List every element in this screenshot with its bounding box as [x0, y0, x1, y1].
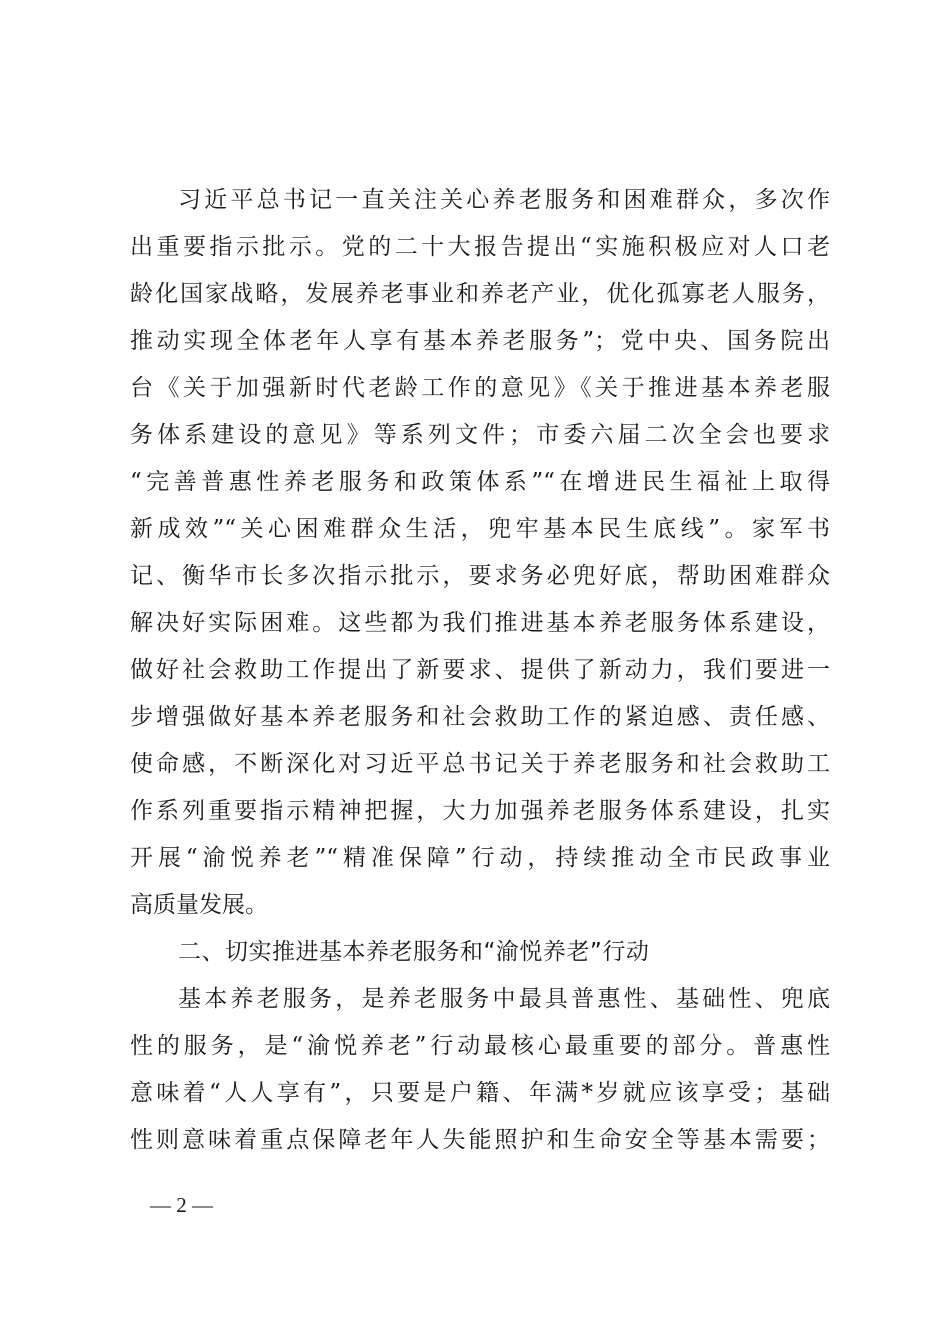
section-heading: 二、切实推进基本养老服务和“渝悦养老”行动	[178, 939, 650, 965]
text-line: 高质量发展。	[130, 892, 268, 918]
text-line: 务体系建设的意见》等系列文件；市委六届二次全会也要求	[130, 422, 830, 448]
text-line: 意味着“人人享有”，只要是户籍、年满*岁就应该享受；基础	[130, 1080, 830, 1106]
text-line: 解决好实际困难。这些都为我们推进基本养老服务体系建设，	[130, 610, 830, 636]
text-line: 步增强做好基本养老服务和社会救助工作的紧迫感、责任感、	[130, 704, 830, 730]
page-number: — 2 —	[150, 1193, 213, 1217]
text-line: 台《关于加强新时代老龄工作的意见》《关于推进基本养老服	[130, 375, 830, 401]
text-line: 使命感，不断深化对习近平总书记关于养老服务和社会救助工	[130, 751, 830, 777]
text-line: 基本养老服务，是养老服务中最具普惠性、基础性、兜底	[178, 986, 830, 1012]
text-line: 作系列重要指示精神把握，大力加强养老服务体系建设，扎实	[130, 798, 830, 824]
text-line: 做好社会救助工作提出了新要求、提供了新动力，我们要进一	[130, 657, 830, 683]
text-line: 出重要指示批示。党的二十大报告提出“实施积极应对人口老	[130, 234, 830, 260]
text-line: 记、衡华市长多次指示批示，要求务必兜好底，帮助困难群众	[130, 563, 830, 589]
text-line: 开展“渝悦养老”“精准保障”行动，持续推动全市民政事业	[130, 845, 830, 871]
text-line: 性则意味着重点保障老年人失能照护和生命安全等基本需要；	[130, 1127, 830, 1153]
text-line: 新成效”“关心困难群众生活，兜牢基本民生底线”。家军书	[130, 516, 830, 542]
text-line: 性的服务，是“渝悦养老”行动最核心最重要的部分。普惠性	[130, 1033, 830, 1059]
text-line: 龄化国家战略，发展养老事业和养老产业，优化孤寡老人服务，	[130, 281, 830, 307]
text-line: 习近平总书记一直关注关心养老服务和困难群众，多次作	[178, 187, 830, 213]
text-line: 推动实现全体老年人享有基本养老服务”；党中央、国务院出	[130, 328, 830, 354]
text-line: “完善普惠性养老服务和政策体系”“在增进民生福祉上取得	[130, 469, 830, 495]
